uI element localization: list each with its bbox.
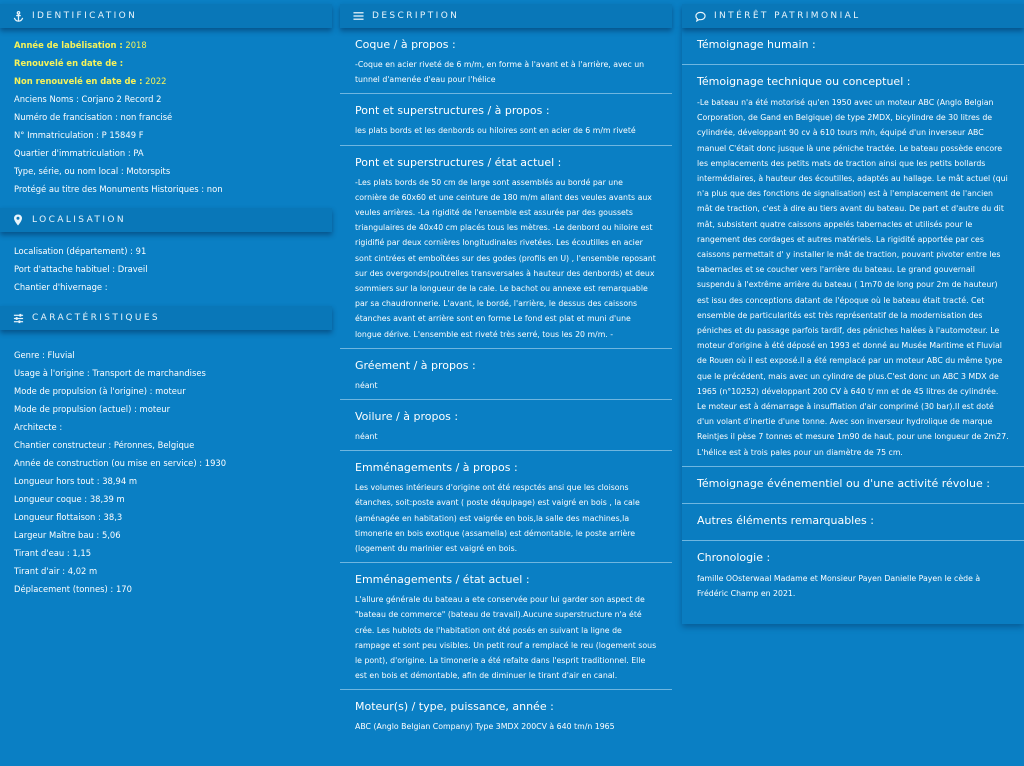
type-field: Type, série, ou nom local : Motorspits bbox=[14, 166, 171, 176]
anchor-icon bbox=[12, 10, 24, 22]
description-header bbox=[340, 4, 672, 28]
deck-about-block bbox=[340, 104, 672, 145]
sails-text: néant bbox=[355, 432, 378, 442]
map-pin-icon bbox=[12, 214, 24, 226]
shipyard-field: Chantier constructeur : Péronnes, Belgique bbox=[14, 440, 195, 450]
draft-field: Tirant d'eau : 1,15 bbox=[14, 548, 92, 558]
deck-about-heading: Pont et superstructures / à propos : bbox=[355, 104, 550, 118]
displacement-field: Déplacement (tonnes) : 170 bbox=[14, 584, 132, 594]
interet-title: INTÉRÊT PATRIMONIAL bbox=[714, 11, 861, 21]
speech-bubble-icon bbox=[694, 10, 706, 22]
identification-header bbox=[0, 4, 332, 28]
hull-text: -Coque en acier riveté de 6 m/m, en forme à l'avant et à l'arrière, avec un tunnel d'amenée d'eau pour l'hélice bbox=[355, 60, 645, 85]
hull-heading: Coque / à propos : bbox=[355, 38, 456, 51]
heritage-column bbox=[682, 0, 1024, 617]
identification-list bbox=[0, 28, 332, 204]
engine-text: ABC (Anglo Belgian Company) Type 3MDX 200CV à 640 tm/n 1965 bbox=[355, 722, 615, 732]
original-use-field: Usage à l'origine : Transport de marchandises bbox=[14, 368, 206, 378]
fittings-about-text: Les volumes intérieurs d'origine ont été respctés ansi que les cloisons étanches, soit:poste avant ( poste déquipage) est vaigré en bois , la cale (aménagée en habitation) est vaigrée en bois,la salle des machines,la timonerie en bois exotique (assamella) est démontable, le poste arrière (logement du marinier est vaigré en bois. bbox=[355, 483, 640, 554]
air-draft-field: Tirant d'air : 4,02 m bbox=[14, 566, 98, 576]
sails-heading: Voilure / à propos : bbox=[355, 410, 459, 424]
engine-block bbox=[340, 700, 672, 740]
rigging-block bbox=[340, 359, 672, 400]
fittings-state-text: L'allure générale du bateau a ete conservée pour lui garder son aspect de "bateau de commerce" (bateau de travail).Aucune superstructure n'a été crée. Les hublots de l'habitation ont été posés en suivant la ligne de rampage et sont peu visibles. Un petit rouf a remplacé le reu (logement sous le pont), d'origine. La timonerie a été refaite dans l'esprit traditionnel. Elle est en bois et démontable, afin de diminuer le tirant d'air en canal. bbox=[355, 595, 657, 681]
build-year-field: Année de construction (ou mise en service) : 1930 bbox=[14, 458, 227, 468]
renewed-field: Renouvelé en date de : bbox=[14, 58, 124, 68]
rigging-text: néant bbox=[355, 380, 378, 390]
former-names-field: Anciens Noms : Corjano 2 Record 2 bbox=[14, 94, 162, 104]
localisation-header bbox=[0, 208, 332, 232]
deck-state-text: -Les plats bords de 50 cm de large sont assemblés au bordé par une cornière de 60x60 et une ceinture de 180 m/m allant des veules avants aux veules arrières. -La rigidité de l'ensemble est assurée par des goussets triangulaires de 40x40 cm placés tous les mètres. -Le denbord ou hiloire est rigidifié par deux cornières longitudinales rivetées. Les écoutilles en acier sont cintrées et emboîtées sur des godes (profils en U) , l'ensemble reposant sur des overgonds(poutrelles transversales à hauteur des denbords) et deux sommiers sur la longueur de la cale. Le bachot ou annexe est remarquable par sa chaudronnerie. L'avant, le bordé, l'arrière, le dessus des caissons étanches avant et arrière sont en forme Le fond est plat et muni d'une longue dérive. L'ensemble est riveté très serré, tous les 20 m/m. - bbox=[355, 177, 656, 339]
remarkable-elements-block bbox=[682, 514, 1024, 541]
human-testimony-heading: Témoignage humain : bbox=[697, 38, 816, 51]
event-testimony-block bbox=[682, 477, 1024, 504]
original-propulsion-field: Mode de propulsion (à l'origine) : moteur bbox=[14, 386, 186, 396]
registration-field: N° Immatriculation : P 15849 F bbox=[14, 130, 144, 140]
fittings-state-block bbox=[340, 573, 672, 690]
technical-testimony-block bbox=[682, 75, 1024, 467]
hull-block bbox=[340, 38, 672, 94]
list-icon bbox=[352, 10, 364, 22]
deck-state-block bbox=[340, 156, 672, 349]
sliders-icon bbox=[12, 312, 24, 324]
chronology-block bbox=[682, 551, 1024, 607]
localisation-list bbox=[0, 232, 332, 302]
technical-testimony-text: -Le bateau n'a été motorisé qu'en 1950 avec un moteur ABC (Anglo Belgian Corporation, de Gand en Belgique) de type 2MDX, bicylindre de 30 litres de cylindrée, développant 90 cv à 610 tours m/n, équipé d'un inverseur ABC manuel C'était donc jusque là une péniche tractée. Le bateau possède encore les emplacements des petits mats de traction ainsi que les petits bollards intermédiaires, à hauteur des écoutilles, adaptés au hallage. Le mât actuel (qui n'a plus que des fonctions de signalisation) est à l'emplacement de l'ancien mât de traction, c'est à dire au tiers avant du bateau. De part et d'autre du dit mât, subsistent quatre caissons appelés tabernacles et utilisés pour le rangement des cordages et autres matériels. La rigidité apportée par ces caissons permettait d' y installer le mât de traction, pouvant pivoter entre les tabernacles et se coucher vers l'arrière du bateau. Le grand gouvernail suspendu à l'extrême arrière du bateau ( 1m70 de long pour 2m de hauteur) est issu des conceptions datant de l'époque où le bateau était tracté. Cet ensemble de particularités est très représentatif de la modernisation des péniches et du passage parfois tardif, des péniches halées à l'automoteur. Le moteur d'origine à été déposé en 1993 et donné au Musée Maritime et Fluvial de Rouen où il est exposé.Il a été remplacé par un moteur ABC du même type que le précédent, mais avec un cylindre de plus.C'est donc un ABC 3 MDX de 1965 (n°10252) développant 200 CV à 640 t/ mn et de 45 litres de cylindrée. Le moteur est à démarrage à insufflation d'air comprimé (30 bar).Il est doté d'un volant d'inertie d'une tonne. Avec son inverseur hydrolique de marque Reintjes il pèse 7 tonnes et mesure 1m90 de haut, pour une longueur de 2m27. L'hélice est à trois pales pour un diamètre de 75 cm. bbox=[697, 98, 1009, 457]
chronology-heading: Chronologie : bbox=[697, 550, 771, 564]
remarkable-elements-heading: Autres éléments remarquables : bbox=[697, 513, 874, 527]
technical-testimony-heading: Témoignage technique ou conceptuel : bbox=[697, 75, 911, 88]
localisation-title: LOCALISATION bbox=[32, 215, 126, 225]
fittings-state-heading: Emménagements / état actuel : bbox=[355, 573, 530, 587]
sails-block bbox=[340, 410, 672, 451]
architect-field: Architecte : bbox=[14, 422, 63, 432]
engine-heading: Moteur(s) / type, puissance, année : bbox=[355, 700, 554, 714]
winter-yard-field: Chantier d'hivernage : bbox=[14, 282, 108, 292]
beam-field: Largeur Maître bau : 5,06 bbox=[14, 530, 121, 540]
waterline-length-field: Longueur flottaison : 38,3 bbox=[14, 512, 123, 522]
monument-protection-field: Protégé au titre des Monuments Historiques : non bbox=[14, 184, 223, 194]
description-title: DESCRIPTION bbox=[372, 11, 460, 21]
interet-header bbox=[682, 4, 1024, 28]
department-field: Localisation (département) : 91 bbox=[14, 246, 147, 256]
human-testimony-block bbox=[682, 38, 1024, 65]
event-testimony-heading: Témoignage événementiel ou d'une activité révolue : bbox=[697, 476, 990, 490]
chronology-text: famille OOsterwaal Madame et Monsieur Payen Danielle Payen le cède à Frédéric Champ en 2021. bbox=[697, 573, 981, 599]
caracteristiques-title: CARACTÉRISTIQUES bbox=[32, 313, 161, 323]
not-renewed-field: Non renouvelé en date de : 2022 bbox=[14, 76, 167, 86]
genre-field: Genre : Fluvial bbox=[14, 350, 75, 360]
francisation-field: Numéro de francisation : non francisé bbox=[14, 112, 173, 122]
label-year-field: Année de labélisation : 2018 bbox=[14, 40, 147, 50]
deck-about-text: les plats bords et les denbords ou hiloires sont en acier de 6 m/m riveté bbox=[355, 126, 636, 136]
deck-state-heading: Pont et superstructures / état actuel : bbox=[355, 155, 562, 169]
registration-district-field: Quartier d'immatriculation : PA bbox=[14, 148, 144, 158]
description-panel bbox=[340, 28, 672, 741]
left-column bbox=[0, 0, 332, 604]
caracteristiques-list bbox=[0, 330, 332, 604]
description-column bbox=[340, 0, 672, 751]
fittings-about-block bbox=[340, 461, 672, 563]
home-port-field: Port d'attache habituel : Draveil bbox=[14, 264, 148, 274]
overall-length-field: Longueur hors tout : 38,94 m bbox=[14, 476, 137, 486]
fittings-about-heading: Emménagements / à propos : bbox=[355, 461, 518, 475]
interet-panel bbox=[682, 28, 1024, 607]
caracteristiques-header bbox=[0, 306, 332, 330]
hull-length-field: Longueur coque : 38,39 m bbox=[14, 494, 125, 504]
current-propulsion-field: Mode de propulsion (actuel) : moteur bbox=[14, 404, 171, 414]
identification-title: IDENTIFICATION bbox=[32, 11, 138, 21]
rigging-heading: Gréement / à propos : bbox=[355, 358, 476, 372]
